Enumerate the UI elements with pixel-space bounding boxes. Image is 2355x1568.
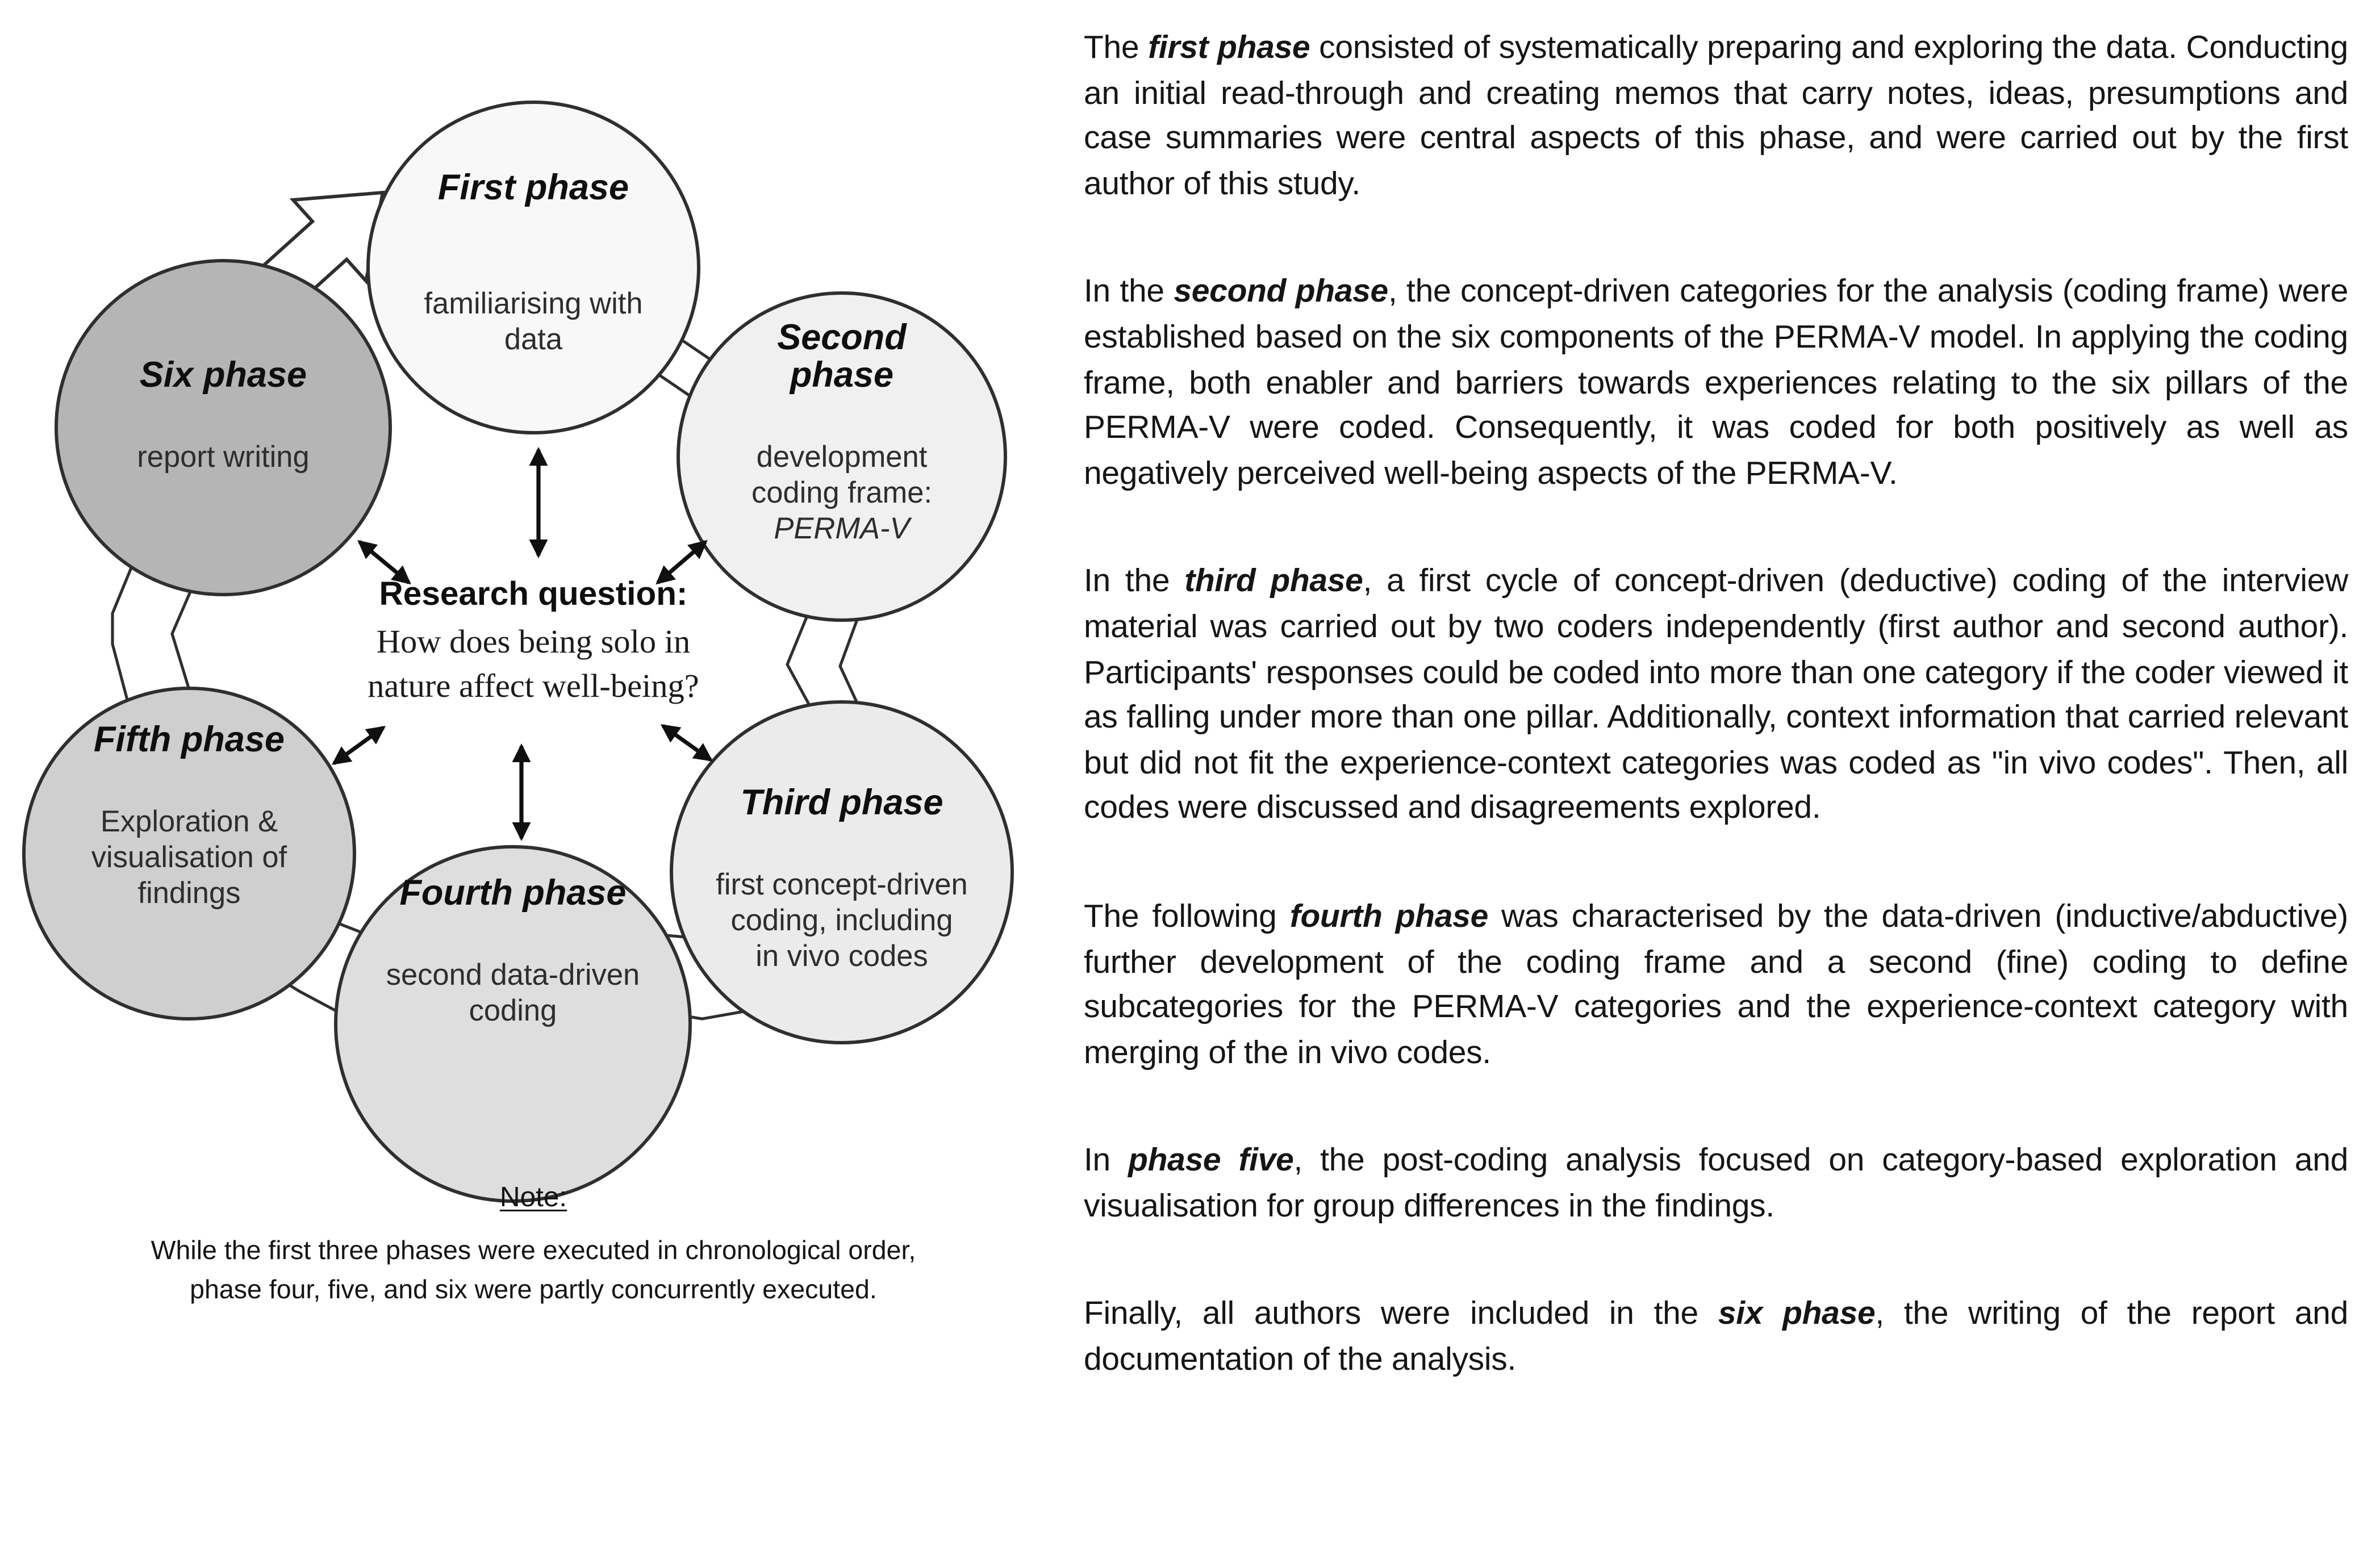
phases-cycle-diagram [0, 0, 1070, 1568]
phase-title: Fourth phase [399, 874, 627, 913]
phase-desc [61, 804, 317, 911]
paragraph-text: The following [1084, 899, 1290, 935]
phase-desc [365, 957, 661, 1029]
paragraph-text: , the post-coding analysis focused on category-based exploration and visualisation for group differences in the findings. [1084, 1143, 2348, 1225]
paragraph-text: , the writing of the report and documentation of the analysis. [1084, 1297, 2348, 1379]
arrow-fifth-center [334, 727, 383, 763]
paragraph-text: , the concept-driven categories for the analysis (coding frame) were established based on the six components of the PERMA-V model. In applying the coding frame, both enabler and barriers towards experiences relating to the six pillars of the PERMA-V were coded. Consequently, it was coded for both positively as well as negatively perceived well-being aspects of the PERMA-V. [1084, 275, 2348, 492]
phase-label-second [736, 320, 947, 547]
phase-desc-line: in vivo codes [755, 939, 928, 973]
phase-desc-line: visualisation of [91, 840, 287, 874]
paragraph [1084, 1140, 2348, 1231]
paragraph-text: In the [1084, 565, 1185, 601]
phase-name-emphasis: phase five [1128, 1143, 1294, 1180]
phase-label-third [694, 785, 990, 975]
phase-desc-line: findings [137, 876, 241, 910]
paragraph-text: In [1084, 1143, 1129, 1180]
paragraph-text: Finally, all authors were included in the [1084, 1297, 1718, 1333]
arrow-third-center [663, 726, 711, 760]
phase-desc-line: Exploration & [100, 804, 278, 838]
phase-desc-line: PERMA-V [774, 511, 910, 545]
paragraph [1084, 561, 2348, 833]
phase-name-emphasis: six phase [1718, 1297, 1876, 1333]
phase-desc-line: development [756, 440, 928, 474]
phase-title: Fifth phase [93, 721, 285, 760]
note-line: While the first three phases were executed in chronological order, [151, 1237, 916, 1266]
paragraph [1084, 896, 2348, 1077]
phase-desc-line: data [504, 322, 563, 356]
paragraph-text: , a first cycle of concept-driven (deductive) coding of the interview material was carried out by two coders independently (first author and second author). Participants' responses could be coded into more than one category if the coder viewed it as falling under more than one pillar. Additionally, context information that carried relevant but did not fit the experience-context categories was coded as "in vivo codes". Then, all codes were discussed and disagreements explored. [1084, 565, 2348, 827]
method-description-text [1070, 0, 2348, 1568]
paragraph [1084, 27, 2348, 208]
phase-title: Second phase [777, 319, 907, 395]
phase-name-emphasis: fourth phase [1289, 899, 1488, 935]
phase-label-fourth [365, 876, 661, 1029]
phase-desc [736, 440, 947, 547]
research-question-text: How does being solo in nature affect well-being? [368, 625, 699, 705]
phase-desc-line: report writing [137, 440, 310, 474]
phase-title: Six phase [139, 356, 307, 395]
phase-label-fifth [61, 722, 317, 911]
phase-title: Third phase [740, 784, 943, 823]
research-question-heading: Research question: [379, 576, 688, 613]
paragraph [1084, 271, 2348, 498]
phase-label-six [78, 358, 368, 475]
research-question [312, 576, 755, 709]
note-line: phase four, five, and six were partly concurrently executed. [190, 1276, 877, 1305]
paragraph-text: consisted of systematically preparing and exploring the data. Conducting an initial read-through and creating memos that carry notes, ideas, presumptions and case summaries were central aspects of this phase, and were carried out by the first author of this study. [1084, 31, 2348, 203]
phase-label-first [389, 170, 678, 358]
phase-title: First phase [437, 169, 629, 208]
phase-desc [694, 867, 990, 975]
phase-name-emphasis: first phase [1148, 31, 1310, 66]
phase-name-emphasis: second phase [1174, 275, 1388, 311]
phase-desc-line: second data-driven [386, 957, 640, 992]
paragraph-text: was characterised by the data-driven (inductive/abductive) further development of the coding frame and a second (fine) coding to define subcategories for the PERMA-V categories and the experience-context category with merging of the in vivo codes. [1084, 899, 2348, 1072]
paragraph-text: The [1084, 31, 1149, 66]
phase-desc-line: familiarising with [424, 286, 643, 320]
phase-name-emphasis: third phase [1184, 565, 1363, 601]
phase-desc-line: coding [469, 993, 557, 1027]
phase-desc [389, 286, 678, 358]
figure-note [56, 1182, 1011, 1310]
paragraph [1084, 1294, 2348, 1385]
phase-desc-line: first concept-driven [716, 867, 968, 901]
phase-desc-line: coding, including [730, 903, 953, 937]
phase-desc-line: coding frame: [751, 475, 933, 509]
note-label: Note: [499, 1182, 567, 1213]
connector-fifth-six [112, 555, 136, 702]
paragraph-text: In the [1084, 275, 1174, 311]
phase-desc [78, 440, 368, 475]
